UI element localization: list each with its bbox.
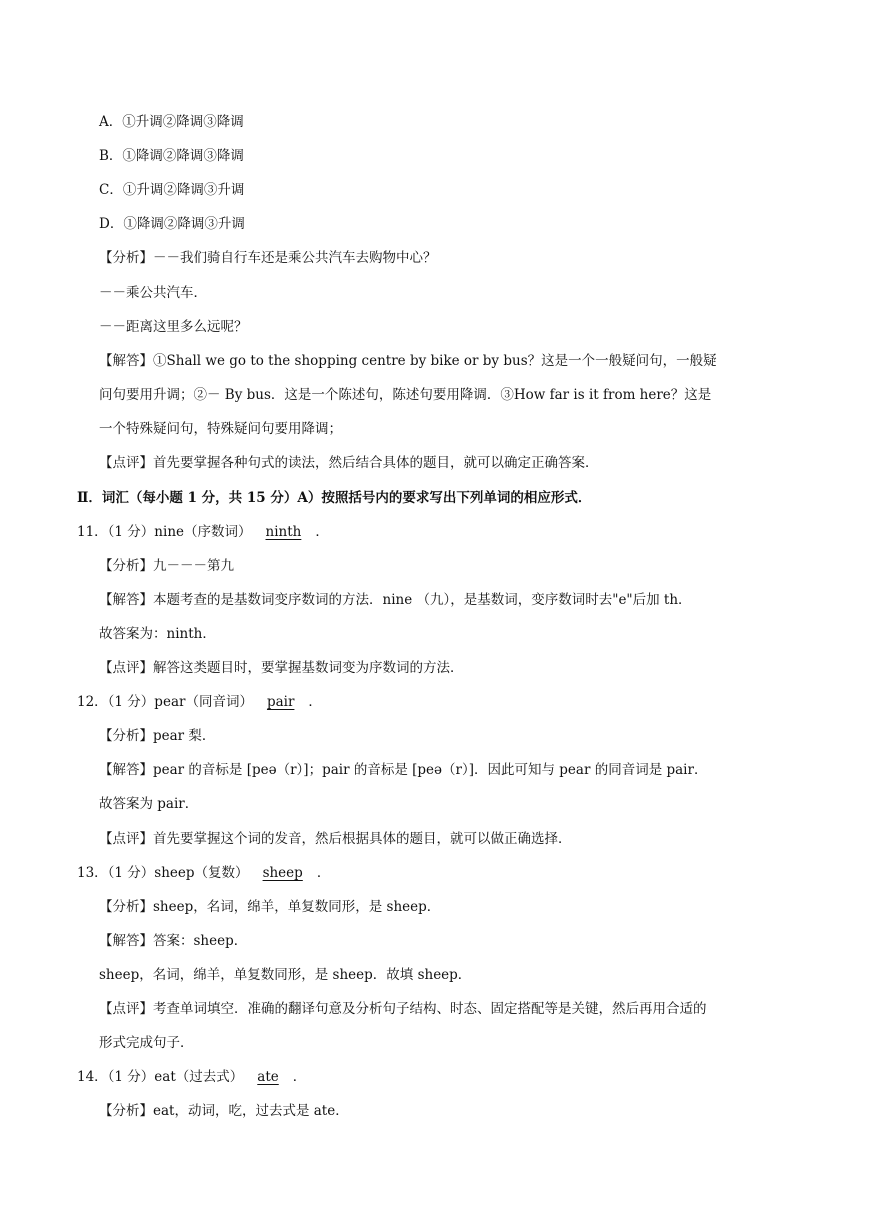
option-d: D．①降调②降调③升调	[99, 216, 245, 232]
q11-solution: 【解答】本题考查的是基数词变序数词的方法．nine （九），是基数词，变序数词时去"e"后加 th．	[99, 592, 692, 608]
q13-answer: sheep	[262, 865, 303, 881]
q14-analysis: 【分析】eat，动词，吃，过去式是 ate．	[99, 1103, 349, 1119]
option-b: B．①降调②降调③降调	[99, 148, 244, 164]
q14-stem: 14．（1 分）eat（过去式）	[77, 1069, 244, 1085]
q10-comment: 【点评】首先要掌握各种句式的读法，然后结合具体的题目，就可以确定正确答案．	[99, 455, 599, 471]
q13-extra: sheep，名词，绵羊，单复数同形，是 sheep．故填 sheep．	[99, 967, 472, 983]
q13-comment-line-2: 形式完成句子．	[99, 1035, 194, 1051]
q13-stem: 13．（1 分）sheep（复数）	[77, 865, 249, 881]
q11-comment: 【点评】解答这类题目时，要掌握基数词变为序数词的方法．	[99, 660, 464, 676]
q12-stem: 12．（1 分）pear（同音词）	[77, 694, 253, 710]
q11-stem: 11．（1 分）nine（序数词）	[77, 524, 252, 540]
q13-analysis: 【分析】sheep，名词，绵羊，单复数同形，是 sheep．	[99, 899, 441, 915]
q10-analysis-line-2: －－乘公共汽车．	[99, 285, 207, 301]
q12-comment: 【点评】首先要掌握这个词的发音，然后根据具体的题目，就可以做正确选择．	[99, 831, 572, 847]
q14-end: ．	[292, 1069, 307, 1085]
q12-end: ．	[308, 694, 322, 710]
q14-stem-line	[77, 1068, 306, 1086]
q10-analysis-line-3: －－距离这里多么远呢？	[99, 319, 248, 335]
q10-solution-line-3: 一个特殊疑问句，特殊疑问句要用降调；	[99, 421, 342, 437]
q12-final-answer: 故答案为 pair．	[99, 796, 199, 812]
q10-solution-line-2: 问句要用升调；②－ By bus．这是一个陈述句，陈述句要用降调．③How far is it from here？这是	[99, 387, 712, 403]
option-c: C．①升调②降调③升调	[99, 182, 245, 198]
q13-comment-line-1: 【点评】考查单词填空．准确的翻译句意及分析句子结构、时态、固定搭配等是关键，然后再用合适的	[99, 1001, 707, 1017]
q13-stem-line	[77, 864, 330, 882]
section-heading: Ⅱ．词汇（每小题 1 分，共 15 分）A）按照括号内的要求写出下列单词的相应形式．	[77, 490, 592, 506]
q11-end: ．	[315, 524, 329, 540]
q12-stem-line	[77, 693, 322, 711]
q11-final-answer: 故答案为：ninth．	[99, 626, 216, 642]
q11-stem-line	[77, 523, 329, 541]
q12-solution: 【解答】pear 的音标是 [peə（r）]；pair 的音标是 [peə（r）]．因此可知与 pear 的同音词是 pair．	[99, 762, 708, 778]
q10-solution-line-1: 【解答】①Shall we go to the shopping centre by bike or by bus？这是一个一般疑问句，一般疑	[99, 353, 717, 369]
q13-end: ．	[316, 865, 331, 881]
q10-analysis-line-1: 【分析】－－我们骑自行车还是乘公共汽车去购物中心？	[99, 250, 437, 266]
q11-answer: ninth	[265, 524, 302, 540]
q14-answer: ate	[257, 1069, 279, 1085]
q13-solution: 【解答】答案：sheep．	[99, 933, 248, 949]
option-a: A．①升调②降调③降调	[99, 114, 244, 130]
q11-analysis: 【分析】九－－－第九	[99, 558, 234, 574]
q12-answer: pair	[266, 694, 295, 710]
q12-analysis: 【分析】pear 梨．	[99, 728, 216, 744]
